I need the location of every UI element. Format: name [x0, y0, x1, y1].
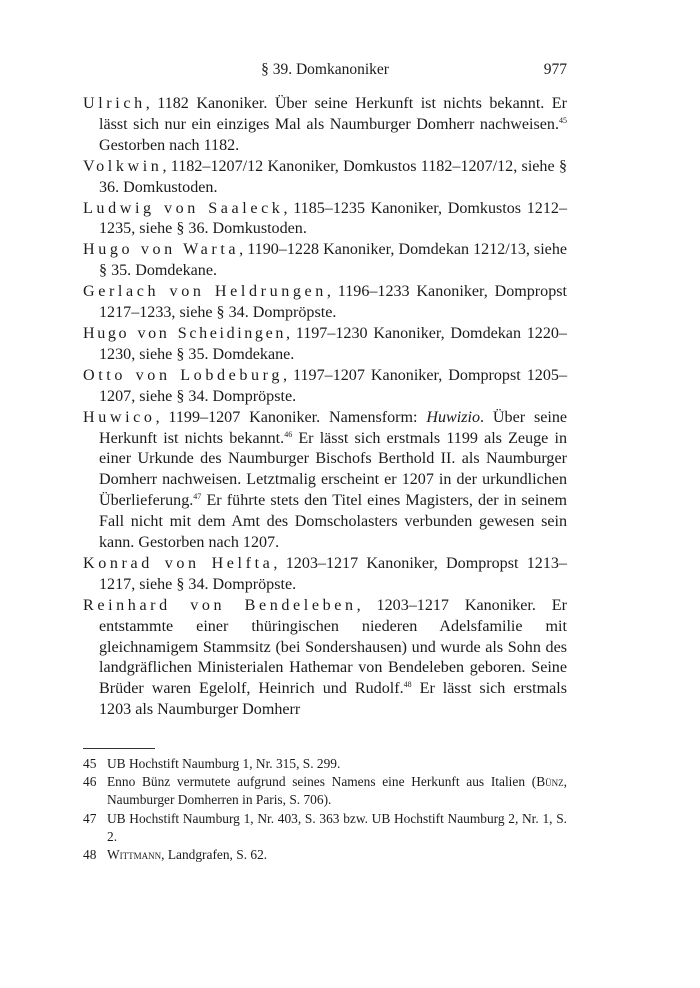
entry-hugo-scheidingen: Hugo von Scheidingen, 1197–1230 Kanoniker, Domdekan 1220–1230, siehe § 35. Domdekane.	[83, 324, 567, 363]
author-name: Bünz	[536, 774, 564, 790]
footnote: 45 UB Hochstift Naumburg 1, Nr. 315, S. 299.	[83, 755, 567, 773]
footnote-ref: 48	[403, 680, 412, 690]
footnote-number: 47	[83, 810, 97, 826]
footnote-separator	[83, 748, 155, 749]
entry-konrad: Konrad von Helfta, 1203–1217 Kanoniker, Dompropst 1213–1217, siehe § 34. Dompröpste.	[83, 554, 567, 593]
canon-name: Reinhard von Bendeleben	[83, 596, 357, 614]
author-name: Wittmann	[107, 847, 162, 863]
footnote-ref: 46	[284, 429, 293, 439]
canon-name: Ludwig von Saaleck	[83, 199, 284, 217]
running-header	[83, 61, 567, 81]
footnote-number: 46	[83, 774, 97, 790]
canon-name: Otto von Lobdeburg	[83, 366, 283, 384]
entry-gerlach: Gerlach von Heldrungen, 1196–1233 Kanoniker, Dompropst 1217–1233, siehe § 34. Dompröpste.	[83, 283, 567, 322]
footnotes	[83, 755, 567, 864]
entry-reinhard: Reinhard von Bendeleben, 1203–1217 Kanoniker. Er entstammte einer thüringischen niederen Adelsfamilie mit gleichnamigem Stammsitz (bei Sondershausen) und wurde als Sohn des landgräflichen Ministerialen Hathemar von Bendeleben geboren. Seine Brüder waren Egelolf, Heinrich und Rudolf.$^{48}$ Er lässt sich erstmals 1203 als Naumburger Domherr	[83, 596, 567, 719]
canon-name: Huwico	[83, 408, 156, 426]
canon-name: Hugo von Scheidingen	[83, 324, 286, 342]
entry-ulrich: Ulrich, 1182 Kanoniker. Über seine Herkunft ist nichts bekannt. Er lässt sich nur ein einziges Mal als Naumburger Domherr nachweisen.$^{45}$ Gestorben nach 1182.	[83, 95, 567, 154]
entry-otto: Otto von Lobdeburg, 1197–1207 Kanoniker, Dompropst 1205–1207, siehe § 34. Dompröpste.	[83, 366, 567, 405]
page-number: 977	[543, 61, 567, 78]
footnote: 46 Enno Bünz vermutete aufgrund seines Namens eine Herkunft aus Italien (Bünz, Naumburger Domherren in Paris, S. 706).	[83, 774, 567, 808]
footnote: 47 UB Hochstift Naumburg 1, Nr. 403, S. 363 bzw. UB Hochstift Naumburg 2, Nr. 1, S. 2.	[83, 810, 567, 844]
footnote: 48 Wittmann, Landgrafen, S. 62.	[83, 846, 567, 864]
main-text	[83, 94, 567, 721]
entry-ludwig: Ludwig von Saaleck, 1185–1235 Kanoniker, Domkustos 1212–1235, siehe § 36. Domkustoden.	[83, 199, 567, 238]
footnote-number: 48	[83, 847, 97, 863]
footnote-number: 45	[83, 756, 97, 771]
entry-volkwin: Volkwin, 1182–1207/12 Kanoniker, Domkustos 1182–1207/12, siehe § 36. Domkustoden.	[83, 157, 567, 196]
footnote-ref: 45	[559, 115, 567, 125]
canon-name: Hugo von Warta	[83, 241, 240, 259]
section-title: § 39. Domkanoniker	[261, 61, 389, 78]
canon-name: Gerlach von Heldrungen	[83, 283, 327, 301]
entry-hugo-warta: Hugo von Warta, 1190–1228 Kanoniker, Domdekan 1212/13, siehe § 35. Domdekane.	[83, 241, 568, 280]
canon-name: Ulrich	[83, 95, 146, 112]
canon-name: Volkwin	[83, 157, 163, 175]
canon-name: Konrad von Helfta	[83, 554, 274, 572]
footnote-ref: 47	[193, 492, 202, 502]
name-form: Huwizio	[426, 408, 481, 426]
entry-huwico: Huwico, 1199–1207 Kanoniker. Namensform: Huwizio. Über seine Herkunft ist nichts bekannt.$^{46}$ Er lässt sich erstmals 1199 als Zeuge in einer Urkunde des Naumburger Bischofs Berthold II. als Naumburger Domherr nachweisen. Letztmalig erscheint er 1207 in der urkundlichen Überlieferung.$^{47}$ Er führte stets den Titel eines Magisters, der in seinem Fall nicht mit dem Amt des Domscholasters verbunden gewesen sein kann. Gestorben nach 1207.	[83, 408, 568, 552]
